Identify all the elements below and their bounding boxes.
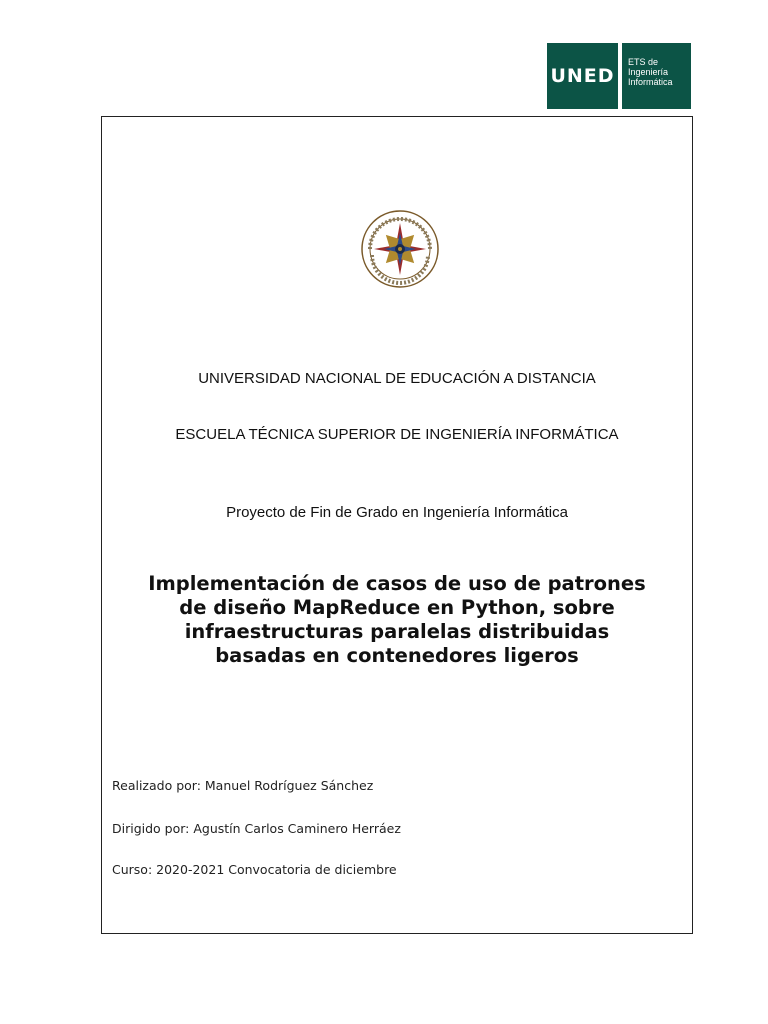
uned-logo-text: UNED [550,65,615,87]
project-type: Proyecto de Fin de Grado en Ingeniería Informática [226,504,568,521]
director-line: Dirigido por: Agustín Carlos Caminero Herráez [112,821,401,836]
thesis-title-line: de diseño MapReduce en Python, sobre [179,596,615,619]
header-logos [547,43,691,109]
thesis-title [112,572,682,668]
uned-logo [547,43,618,109]
school-name: ESCUELA TÉCNICA SUPERIOR DE INGENIERÍA INFORMÁTICA [175,426,619,443]
course-line: Curso: 2020-2021 Convocatoria de diciembre [112,862,397,877]
cover-frame [101,116,693,934]
thesis-title-line: infraestructuras paralelas distribuidas [184,620,610,643]
thesis-title-line: basadas en contenedores ligeros [215,644,579,667]
university-seal-icon [360,209,440,289]
university-name: UNIVERSIDAD NACIONAL DE EDUCACIÓN A DISTANCIA [198,370,596,387]
author-line: Realizado por: Manuel Rodríguez Sánchez [112,778,374,793]
ets-logo [622,43,691,109]
ets-logo-line1: ETS de [628,57,659,67]
thesis-title-line: Implementación de casos de uso de patrones [148,572,646,595]
ets-logo-line2: Ingeniería [628,67,669,77]
ets-logo-line3: Informática [628,77,673,87]
